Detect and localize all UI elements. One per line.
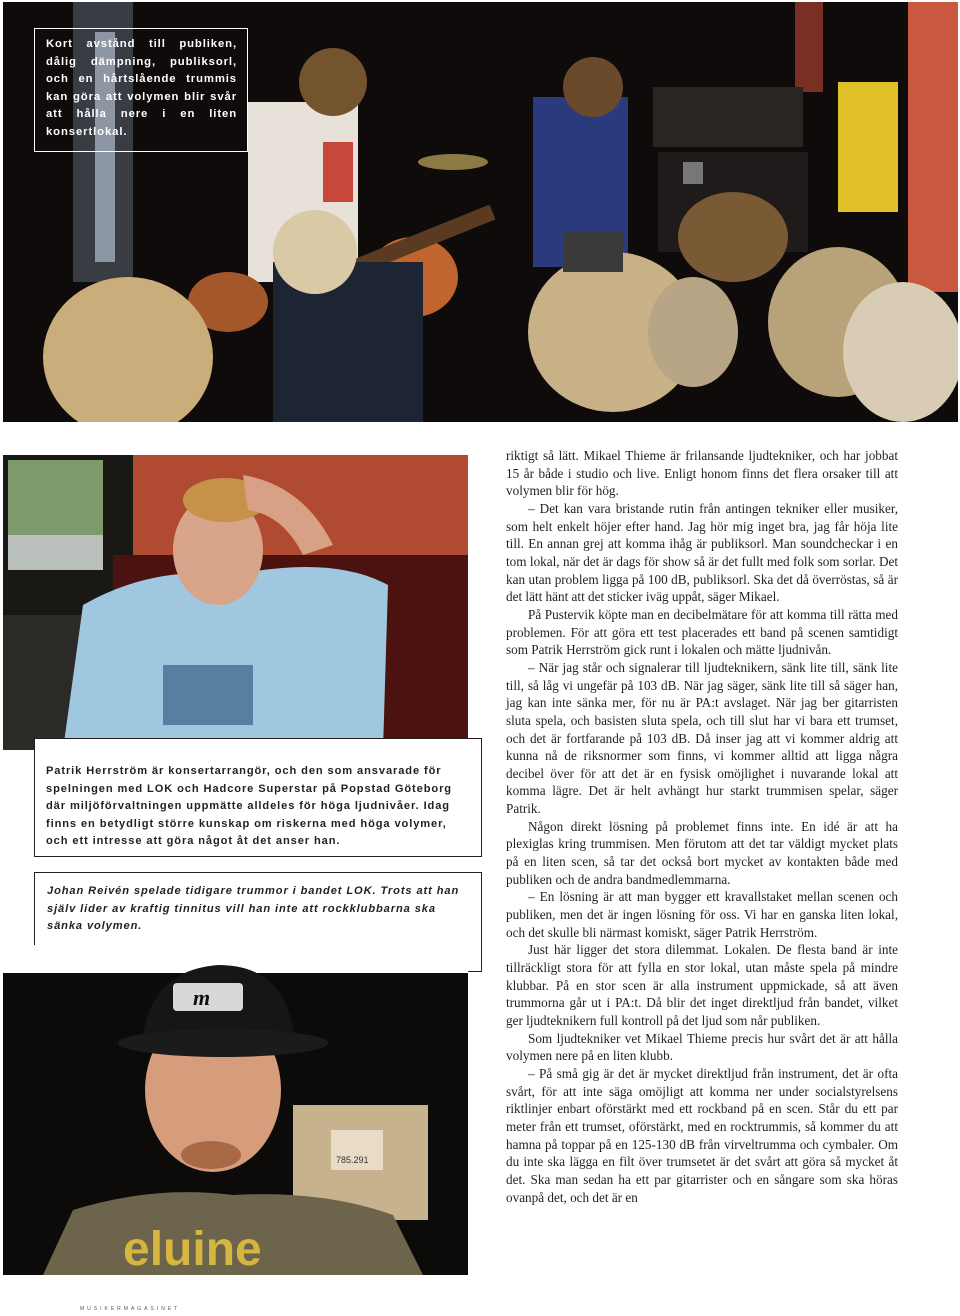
patrik-photo bbox=[3, 455, 468, 750]
article-paragraph: riktigt så lätt. Mikael Thieme är frilansande ljudtekniker, och har jobbat 15 år både i studio och live. Enligt honom finns det flera orsaker till att volymen blir för hög. bbox=[506, 448, 898, 499]
article-body bbox=[506, 447, 898, 1206]
article-paragraph: Någon direkt lösning på problemet finns inte. En idé är att ha plexiglas kring trummisen. Men förutom att det tar väldigt mycket plats på en liten scen, så tar det också bort mycket av kontakten både med publiken och de andra bandmedlemmarna. bbox=[506, 818, 898, 887]
magazine-footer: MUSIKERMAGASINET bbox=[80, 1306, 181, 1312]
photo-caption-patrik: Patrik Herrström är konsertarrangör, och den som ansvarade för spelningen med LOK och Hadcore Superstar på Popstad Göteborg där miljöförvaltningen uppmätte alldeles för höga ljudnivåer. Idag finns en betydligt större kunskap om riskerna med höga volymer, och ett intresse att göra något åt det anser han. bbox=[34, 738, 482, 857]
article-paragraph: På Pustervik köpte man en decibelmätare för att komma till rätta med problemen. För att göra ett test placerades ett band på scenen samtidigt som Patrik Herrström gick runt i lokalen och mätte ljudnivån. bbox=[506, 606, 898, 658]
article-paragraph: – Det kan vara bristande rutin från antingen tekniker eller musiker, som helt enkelt höjer efter hand. Jag hör mig inget bra, jag får höja lite till. En annan grej att komma ihåg är publiksorl. Man soundcheckar i en tom lokal, när det är dags för show så är det fullt med folk som sorlar. Det kan utan problem ligga på 100 dB, publiksorl. Ska det då överröstas, så är det lätt hänt att det sticker iväg uppåt, säger Mikael. bbox=[506, 500, 898, 605]
shirt-text: eluine bbox=[123, 1223, 262, 1275]
article-paragraph: – På små gig är det är mycket direktljud från instrument, det är ofta svårt, för att inte säga omöjligt att komma ner under socialstyrelsens riktlinjer enbart oförstärkt med ett rockband på en scen. Står du ett par meter från ett trumset, oförstärkt, med en rocktrummis, så kommer du att hamna på toppar på en 125-130 dB från virveltrumma och cymbaler. Om du inte ska lägga en filt över trumsetet är det svårt att göra så mycket åt det. Ska man sedan ha ett par gitarrister och en sångare som ska höras ovanpå det, och det är en bbox=[506, 1065, 898, 1205]
cap-logo: m bbox=[193, 985, 211, 1010]
photo-caption-johan: Johan Reivén spelade tidigare trummor i bandet LOK. Trots att han själv lider av kraftig tinnitus vill han inte att rockklubbarna ska sänka volymen. bbox=[34, 872, 482, 972]
article-paragraph: Just här ligger det stora dilemmat. Lokalen. De flesta band är inte tillräckligt stora för att fylla en stor lokal, utan måste spela på mindre klubbar. På en stor scen är alla instrument uppmickade, så att även trummorna går ut i PA:t. Då blir det inget direktljud från bandet, vilket ger ljudteknikern full kontroll på det ljud som når publiken. bbox=[506, 942, 898, 1028]
article-paragraph: – När jag står och signalerar till ljudteknikern, sänk lite till, sänk lite till, så låg vi ungefär på 103 dB. När jag säger, sänk lite till så säger han, jag kan inte sänka mer, för nu är PA:t avslaget. När jag ber gitarristen sluta spela, och basisten sluta spela, och till slut har vi bara ett trumset, och det är fortfarande på 103 dB. Då inser jag att vi kommer aldrig att kunna nå de riksnormer som finns, vi kommer alltid att ligga några decibel över för att det är en fysisk omöjlighet i nuvarande lokal att komma lägre. Det är helt avhängt hur starkt trummisen spelar, säger Patrik. bbox=[506, 659, 898, 817]
article-paragraph: – En lösning är att man bygger ett kravallstaket mellan scenen och publiken, men det är ingen lösning för oss. Vi har en ganska liten lokal, och det skulle bli närmast komiskt, säger Patrik Herrström. bbox=[506, 889, 898, 940]
article-paragraph: Som ljudtekniker vet Mikael Thieme precis hur svårt det är att hålla volymen nere på en liten klubb. bbox=[506, 1030, 898, 1064]
photo-caption-concert: Kort avstånd till publiken, dålig dämpning, publiksorl, och en hårtslående trummis kan göra att volymen blir svår att hålla nere i en liten konsertlokal. bbox=[34, 28, 248, 152]
johan-photo bbox=[3, 945, 468, 1275]
box-label: 785.291 bbox=[336, 1155, 369, 1165]
